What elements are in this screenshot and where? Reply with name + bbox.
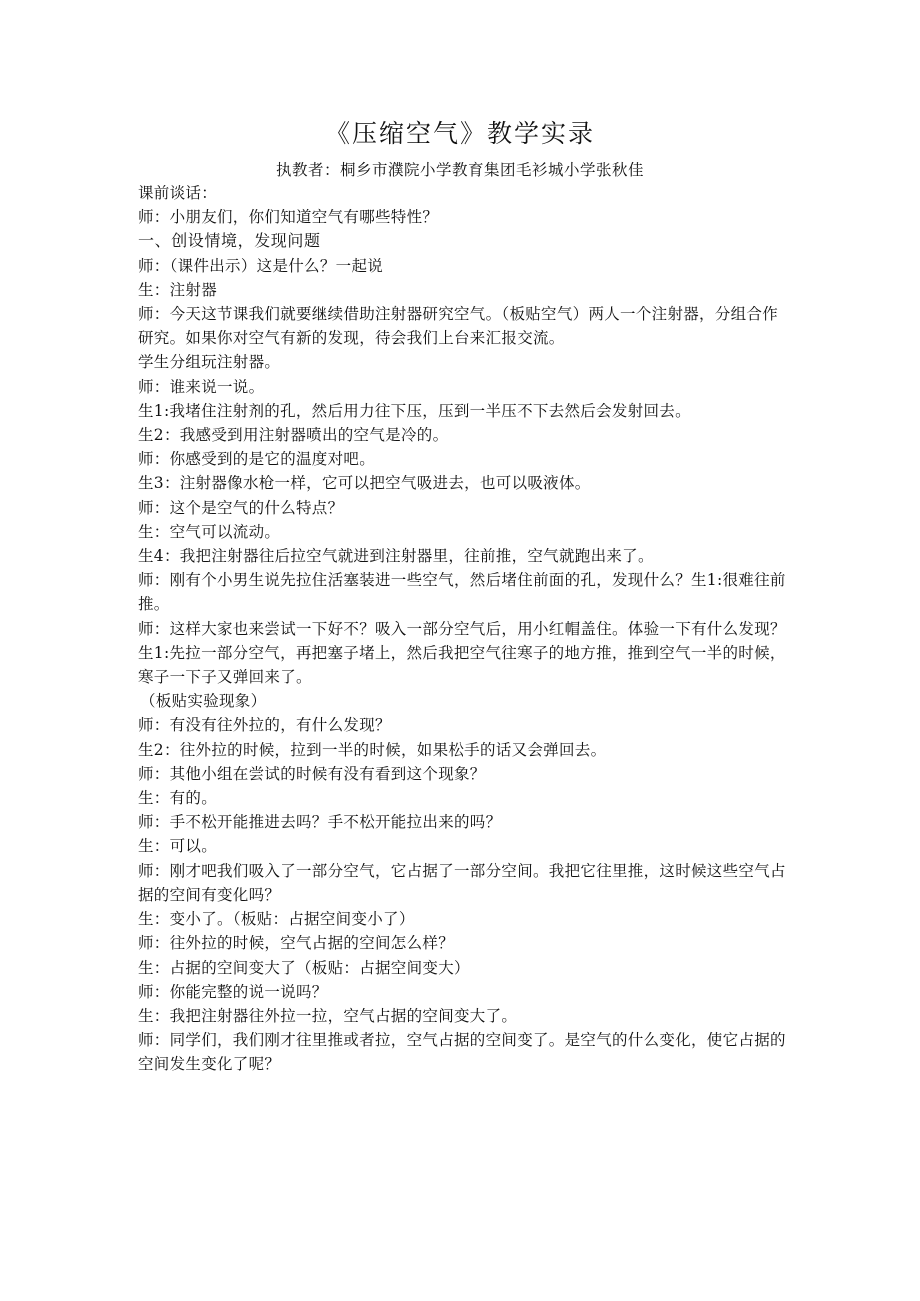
transcript-line: 师：今天这节课我们就要继续借助注射器研究空气。（板贴空气）两人一个注射器，分组合作研究。如果你对空气有新的发现，待会我们上台来汇报交流。 [138, 305, 779, 348]
transcript-line: 生：我把注射器往外拉一拉，空气占据的空间变大了。 [138, 1006, 518, 1025]
board-note-line: （板贴实验现象） [140, 692, 267, 711]
transcript-line: 师：手不松开能推进去吗？手不松开能拉出来的吗？ [138, 813, 502, 832]
transcript-line: 师：你感受到的是它的温度对吧。 [138, 450, 376, 469]
transcript-line: 学生分组玩注射器。 [138, 353, 281, 372]
transcript-line: 师：谁来说一说。 [138, 377, 265, 396]
transcript-line: 生1:我堵住注射剂的孔，然后用力往下压，压到一半压不下去然后会发射回去。 [138, 401, 691, 420]
transcript-line: 师：同学们，我们刚才往里推或者拉，空气占据的空间变了。是空气的什么变化，使它占据的空间发生变化了呢？ [138, 1031, 786, 1074]
transcript-line: 生2：我感受到用注射器喷出的空气是冷的。 [138, 426, 449, 445]
transcript-line: 师：你能完整的说一说吗？ [138, 982, 328, 1001]
transcript-line: 生：空气可以流动。 [138, 522, 281, 541]
transcript-line: 师：其他小组在尝试的时候有没有看到这个现象？ [138, 764, 486, 783]
transcript-line: 生：有的。 [138, 789, 218, 808]
transcript-line: 生1:先拉一部分空气，再把塞子堵上，然后我把空气往寒子的地方推，推到空气一半的时候，寒子一下子又弹回来了。 [138, 643, 786, 687]
transcript-line: 师：这个是空气的什么特点？ [138, 498, 344, 517]
transcript-line: 生3：注射器像水枪一样，它可以把空气吸进去，也可以吸液体。 [138, 474, 591, 493]
section-heading: 一、创设情境，发现问题 [138, 231, 321, 251]
transcript-line: 师：小朋友们，你们知道空气有哪些特性？ [138, 208, 439, 227]
transcript-line: 师：刚才吧我们吸入了一部分空气，它占据了一部分空间。我把它往里推，这时候这些空气占据的空间有变化吗？ [138, 861, 786, 904]
author-line: 执教者：桐乡市濮院小学教育集团毛衫城小学张秋佳 [275, 161, 644, 179]
transcript-body [138, 181, 786, 1077]
transcript-line: 师：有没有往外拉的，有什么发现？ [138, 716, 391, 735]
transcript-line: 师：刚有个小男生说先拉住活塞装进一些空气，然后堵住前面的孔，发现什么？生1:很难往前推。 [138, 571, 786, 614]
transcript-line: 生：可以。 [138, 837, 218, 856]
section-heading: 课前谈话： [138, 184, 218, 202]
transcript-line: 生：注射器 [138, 280, 218, 299]
transcript-line: 生：变小了。（板贴：占据空间变小了） [138, 910, 415, 929]
transcript-line: 师：这样大家也来尝试一下好不？吸入一部分空气后，用小红帽盖住。体验一下有什么发现？ [138, 619, 786, 638]
transcript-line: 生4：我把注射器往后拉空气就进到注射器里，往前推，空气就跑出来了。 [138, 547, 654, 566]
transcript-line: 师：往外拉的时候，空气占据的空间怎么样？ [138, 934, 455, 953]
transcript-line: 师：（课件出示）这是什么？一起说 [138, 256, 384, 275]
transcript-line: 生：占据的空间变大了（板贴：占据空间变大） [138, 958, 470, 977]
transcript-line: 生2：往外拉的时候，拉到一半的时候，如果松手的话又会弹回去。 [138, 740, 607, 759]
document-title: 《压缩空气》教学实录 [324, 119, 595, 148]
